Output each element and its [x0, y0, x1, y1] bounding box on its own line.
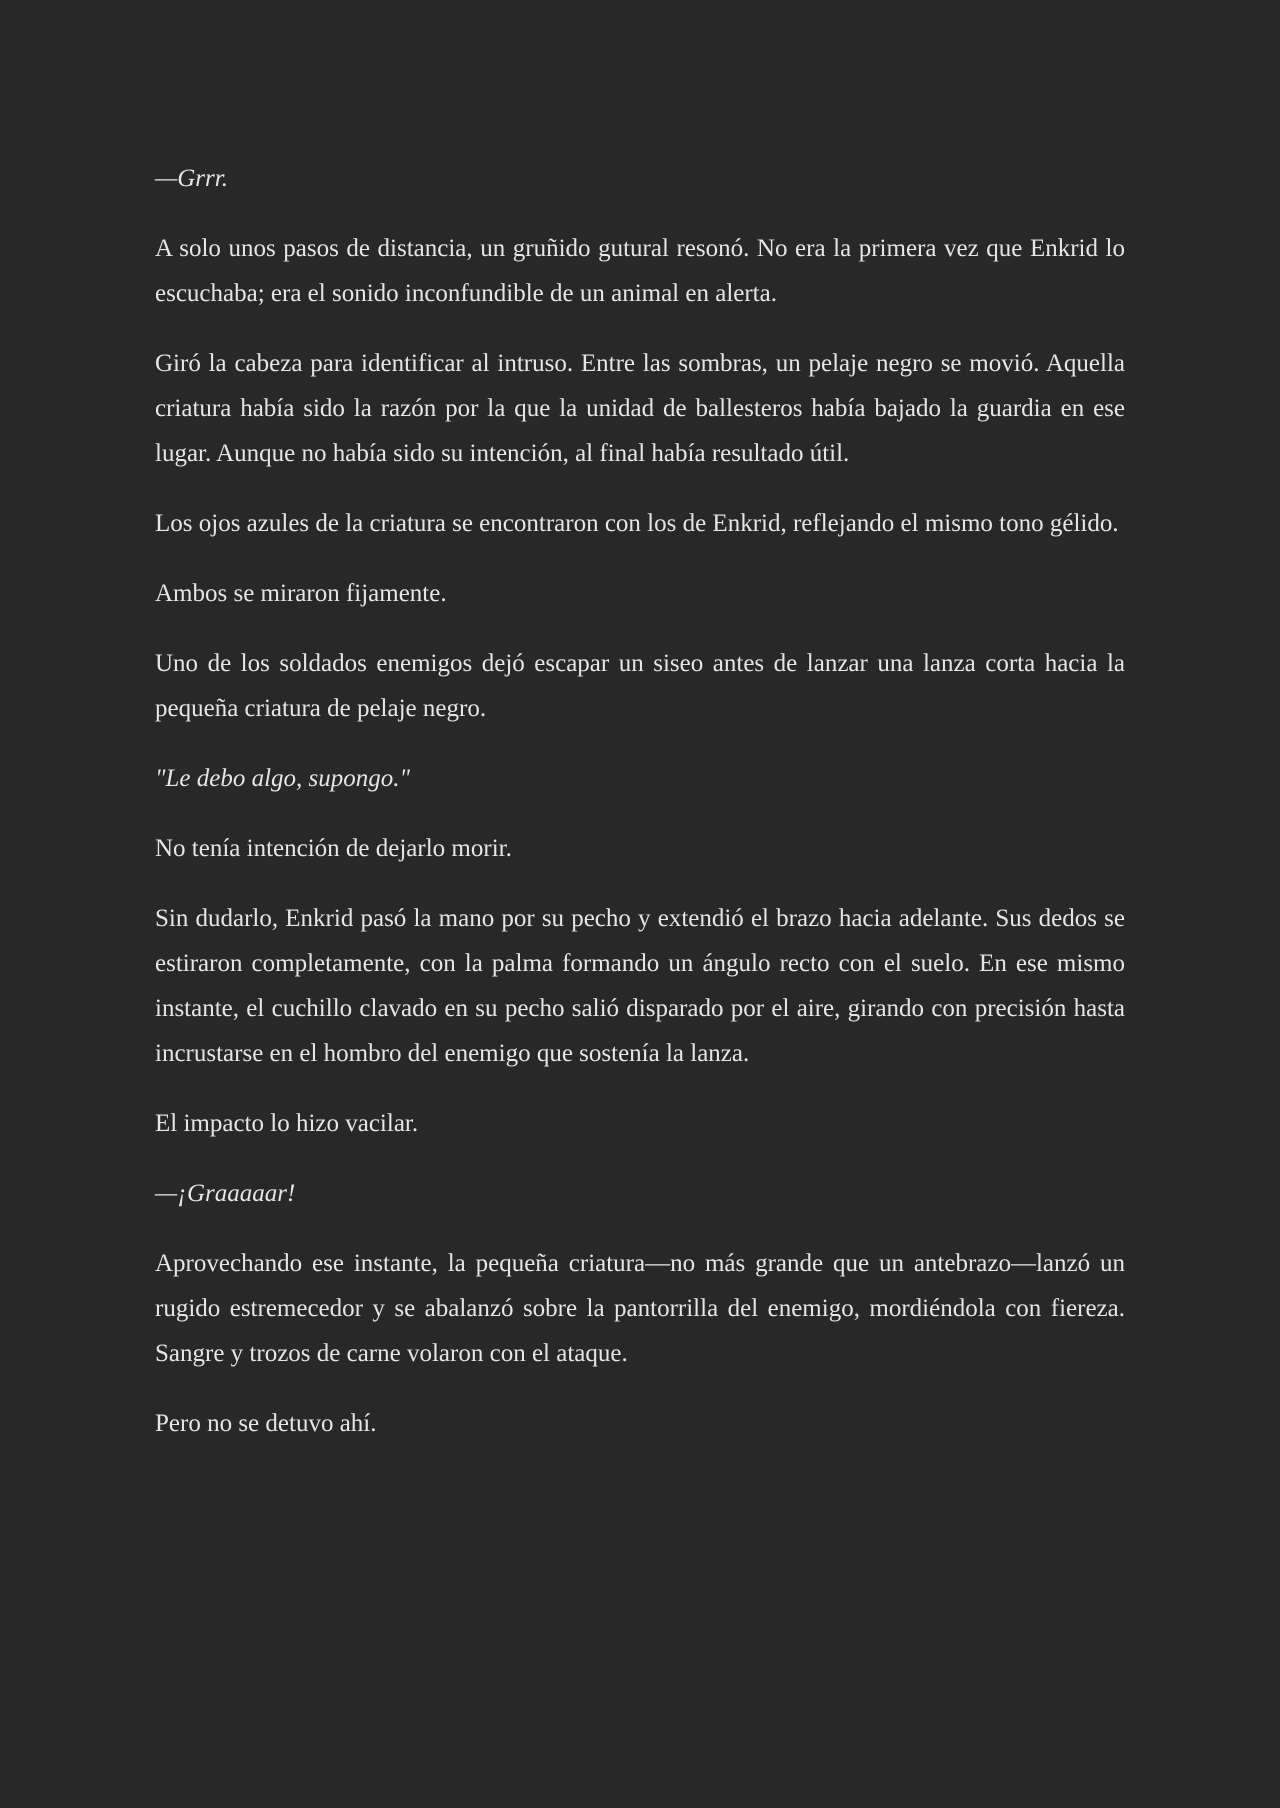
- paragraph-4: Los ojos azules de la criatura se encontraron con los de Enkrid, reflejando el mismo tono gélido.: [155, 510, 1119, 537]
- paragraph-3: Giró la cabeza para identificar al intruso. Entre las sombras, un pelaje negro se movió. Aquella criatura había sido la razón por la que la unidad de ballesteros había bajado la guardia en ese lugar. Aunque no había sido su intención, al final había resultado útil.: [155, 350, 1125, 467]
- paragraph-6: Uno de los soldados enemigos dejó escapar un siseo antes de lanzar una lanza corta hacia la pequeña criatura de pelaje negro.: [155, 650, 1125, 722]
- paragraph-8: No tenía intención de dejarlo morir.: [155, 835, 512, 862]
- paragraph-12: Aprovechando ese instante, la pequeña criatura—no más grande que un antebrazo—lanzó un rugido estremecedor y se abalanzó sobre la pantorrilla del enemigo, mordiéndola con fiereza. Sangre y trozos de carne volaron con el ataque.: [155, 1250, 1125, 1367]
- paragraph-10: El impacto lo hizo vacilar.: [155, 1110, 419, 1137]
- reader-page: [155, 156, 1125, 1471]
- paragraph-7: "Le debo algo, supongo.": [155, 765, 411, 792]
- paragraph-13: Pero no se detuvo ahí.: [155, 1410, 377, 1437]
- paragraph-2: A solo unos pasos de distancia, un gruñido gutural resonó. No era la primera vez que Enkrid lo escuchaba; era el sonido inconfundible de un animal en alerta.: [155, 235, 1125, 307]
- paragraph-9: Sin dudarlo, Enkrid pasó la mano por su pecho y extendió el brazo hacia adelante. Sus dedos se estiraron completamente, con la palma formando un ángulo recto con el suelo. En ese mismo instante, el cuchillo clavado en su pecho salió disparado por el aire, girando con precisión hasta incrustarse en el hombro del enemigo que sostenía la lanza.: [155, 905, 1125, 1067]
- paragraph-1: —Grrr.: [155, 165, 228, 192]
- paragraph-5: Ambos se miraron fijamente.: [155, 580, 447, 607]
- paragraph-11: —¡Graaaaar!: [155, 1180, 296, 1207]
